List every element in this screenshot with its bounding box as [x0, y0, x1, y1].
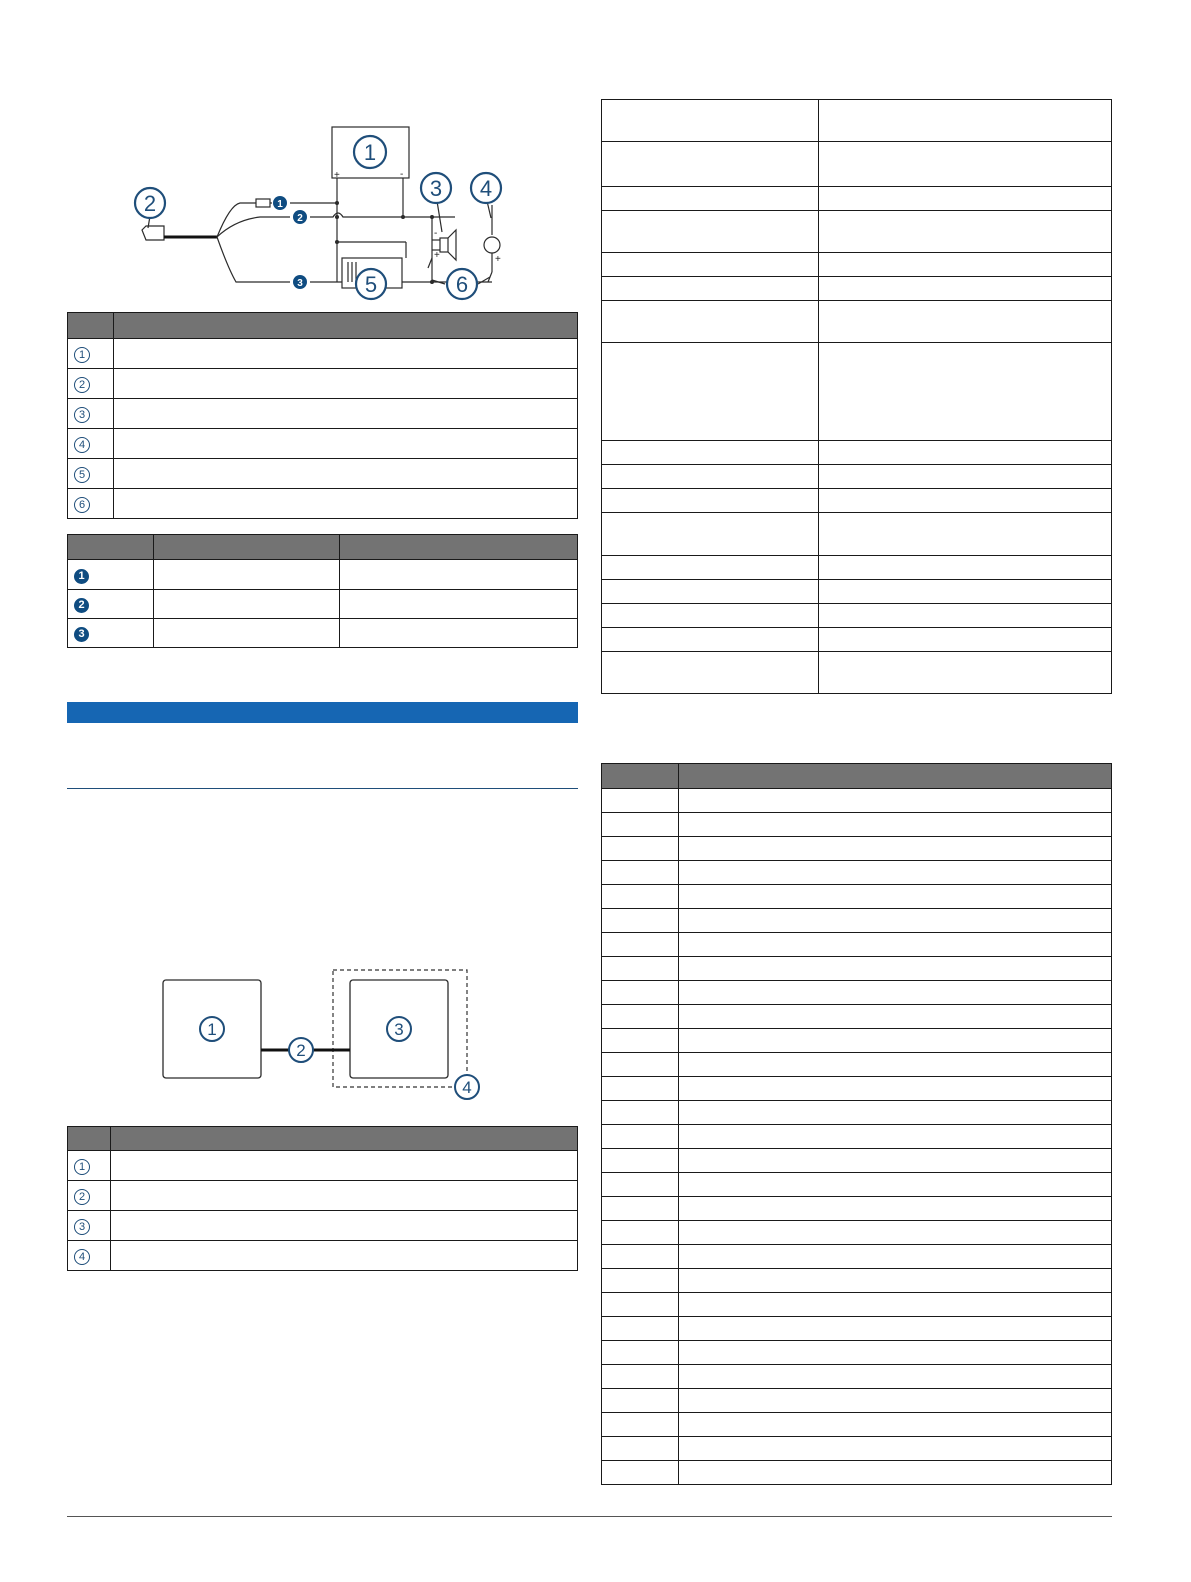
system-diagram [155, 962, 495, 1104]
table-row [602, 513, 1112, 556]
svg-text:1: 1 [277, 199, 283, 210]
callout-badge: 5 [74, 467, 90, 483]
table-row [602, 1245, 1112, 1269]
wiring-diagram [120, 120, 520, 305]
table-row [602, 1269, 1112, 1293]
table-row [602, 1413, 1112, 1437]
table-row [602, 652, 1112, 694]
svg-text:3: 3 [429, 176, 443, 201]
speaker-minus: - [434, 228, 438, 239]
svg-text:1: 1 [363, 140, 377, 165]
table-row [68, 429, 578, 459]
callout-badge: 3 [74, 407, 90, 423]
table-row [602, 1389, 1112, 1413]
svg-text:1: 1 [207, 1020, 217, 1039]
svg-text:4: 4 [479, 176, 493, 201]
table-row [602, 1221, 1112, 1245]
table-row [68, 619, 578, 648]
battery-minus: - [400, 169, 404, 180]
table-row [602, 789, 1112, 813]
wire-badge: 1 [74, 569, 89, 584]
svg-text:4: 4 [462, 1078, 472, 1097]
table-row [602, 933, 1112, 957]
table-row [602, 1149, 1112, 1173]
svg-text:5: 5 [364, 272, 378, 297]
speaker-plus: + [434, 250, 440, 261]
callout-badge: 2 [74, 377, 90, 393]
table-row [602, 253, 1112, 277]
table-row [602, 1317, 1112, 1341]
callout-badge: 4 [74, 437, 90, 453]
table-row [602, 580, 1112, 604]
section-heading-band [67, 702, 578, 723]
table-row [68, 369, 578, 399]
table-row [602, 301, 1112, 343]
table-row [602, 142, 1112, 187]
table-row [68, 560, 578, 590]
table-row [602, 981, 1112, 1005]
table-row [602, 489, 1112, 513]
table-row [602, 277, 1112, 301]
table-row [602, 1005, 1112, 1029]
svg-text:3: 3 [297, 278, 303, 289]
wire-badge: 2 [74, 598, 89, 613]
table-row [602, 1293, 1112, 1317]
table-row [602, 813, 1112, 837]
table-row [602, 909, 1112, 933]
table-row [602, 957, 1112, 981]
table-row [602, 1101, 1112, 1125]
table-row [602, 1029, 1112, 1053]
table-row [602, 1197, 1112, 1221]
wire-table [67, 534, 578, 648]
table-row [68, 459, 578, 489]
table-row [602, 1053, 1112, 1077]
battery-plus: + [334, 170, 340, 181]
table-row [602, 343, 1112, 441]
svg-text:2: 2 [297, 213, 303, 224]
list-table [601, 763, 1112, 1485]
callout-badge: 2 [74, 1189, 90, 1205]
specifications-table [601, 99, 1112, 694]
table-row [602, 604, 1112, 628]
table-row [602, 1365, 1112, 1389]
table-row [602, 628, 1112, 652]
table-row [602, 1461, 1112, 1485]
table-row [602, 1125, 1112, 1149]
table-header [602, 764, 679, 789]
table-header [68, 313, 114, 339]
table-row [602, 837, 1112, 861]
callout-badge: 6 [74, 497, 90, 513]
footer-rule [67, 1516, 1112, 1517]
table-row [602, 465, 1112, 489]
callout-badge: 1 [74, 347, 90, 363]
svg-text:6: 6 [455, 272, 469, 297]
svg-text:2: 2 [296, 1041, 306, 1060]
table-row [68, 399, 578, 429]
table-row [68, 590, 578, 619]
section-divider [67, 788, 578, 789]
table-row [68, 1181, 578, 1211]
table-row [602, 211, 1112, 253]
callout-badge: 3 [74, 1219, 90, 1235]
callout-badge: 1 [74, 1159, 90, 1175]
table-row [602, 100, 1112, 142]
callout-table-1 [67, 312, 578, 519]
table-header [68, 535, 154, 560]
svg-text:2: 2 [143, 191, 157, 216]
table-row [602, 885, 1112, 909]
callout-table-2 [67, 1126, 578, 1271]
svg-text:3: 3 [394, 1020, 404, 1039]
table-row [68, 1151, 578, 1181]
table-row [602, 187, 1112, 211]
lamp-plus: + [495, 254, 501, 265]
table-row [68, 489, 578, 519]
table-row [602, 861, 1112, 885]
table-row [602, 556, 1112, 580]
table-row [602, 1077, 1112, 1101]
wire-badge: 3 [74, 627, 89, 642]
table-header [68, 1127, 111, 1151]
table-row [68, 339, 578, 369]
table-row [602, 1173, 1112, 1197]
callout-badge: 4 [74, 1249, 90, 1265]
table-row [602, 1341, 1112, 1365]
table-row [68, 1211, 578, 1241]
table-row [602, 1437, 1112, 1461]
table-row [68, 1241, 578, 1271]
table-row [602, 441, 1112, 465]
